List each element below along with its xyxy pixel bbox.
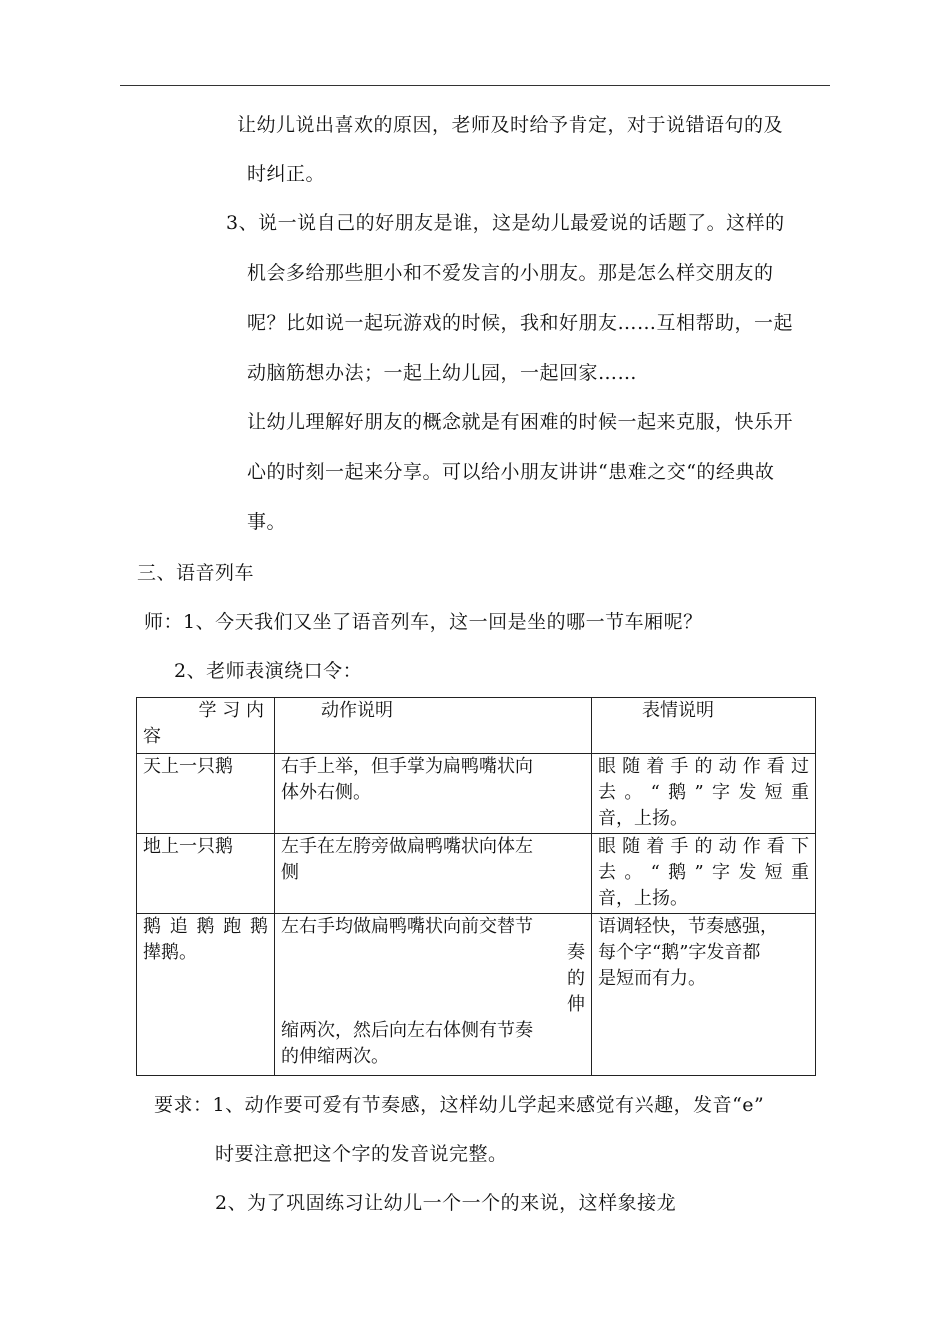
teacher-line: 师：1、今天我们又坐了语音列车，这一回是坐的哪一节车厢呢？ — [144, 611, 703, 633]
paragraph-line: 让幼儿理解好朋友的概念就是有困难的时候一起来克服，快乐开 — [247, 411, 794, 433]
cell-text: 每个字“鹅”字发音都 — [598, 942, 761, 963]
table-cell — [275, 834, 592, 914]
cell-text: 鹅 追 鹅 跑 鹅 — [143, 916, 268, 937]
cell-text: 撵鹅。 — [143, 942, 197, 963]
table-cell — [592, 834, 816, 914]
table-row — [137, 754, 816, 834]
requirement-line: 要求：1、动作要可爱有节奏感，这样幼儿学起来感觉有兴趣，发音“e” — [154, 1094, 765, 1116]
cell-text: 的 — [567, 968, 585, 989]
header-text: 表情说明 — [642, 700, 714, 721]
cell-text: 天上一只鹅 — [143, 756, 233, 777]
header-text: 容 — [143, 726, 161, 747]
cell-text: 缩两次，然后向左右体侧有节奏 — [281, 1020, 533, 1041]
cell-text: 是短而有力。 — [598, 968, 706, 989]
table-cell — [137, 754, 275, 834]
cell-text: 的伸缩两次。 — [281, 1046, 389, 1067]
cell-text: 地上一只鹅 — [143, 836, 233, 857]
cell-text: 伸 — [567, 994, 585, 1015]
table-cell — [137, 914, 275, 1076]
table-cell — [137, 834, 275, 914]
table-header-row — [137, 698, 816, 754]
cell-text: 语调轻快，节奏感强， — [598, 916, 778, 937]
header-text: 动作说明 — [321, 700, 393, 721]
table-header-cell — [275, 698, 592, 754]
paragraph-line: 3、说一说自己的好朋友是谁，这是幼儿最爱说的话题了。这样的 — [226, 212, 785, 234]
table-header-cell — [592, 698, 816, 754]
cell-text: 体外右侧。 — [281, 782, 371, 803]
paragraph-line: 让幼儿说出喜欢的原因，老师及时给予肯定，对于说错语句的及 — [237, 114, 784, 136]
paragraph-line: 时纠正。 — [247, 163, 326, 185]
cell-text: 去。“鹅”字发短重 — [598, 862, 809, 883]
teacher-line: 2、老师表演绕口令： — [174, 660, 363, 682]
cell-text: 眼随着手的动作看下 — [598, 836, 809, 857]
cell-text: 眼随着手的动作看过 — [598, 756, 809, 777]
table-row — [137, 834, 816, 914]
table-row — [137, 914, 816, 1076]
paragraph-line: 事。 — [247, 511, 287, 533]
cell-text: 左手在左胯旁做扁鸭嘴状向体左 — [281, 836, 533, 857]
header-text: 学 习 内 — [198, 700, 264, 721]
header-rule — [120, 85, 830, 86]
cell-text: 侧 — [281, 862, 299, 883]
table-cell — [275, 754, 592, 834]
cell-text: 奏 — [567, 942, 585, 963]
cell-text: 音，上扬。 — [598, 808, 688, 829]
tongue-twister-table — [136, 697, 816, 1076]
paragraph-line: 呢？比如说一起玩游戏的时候，我和好朋友……互相帮助，一起 — [247, 312, 794, 334]
table-header-cell — [137, 698, 275, 754]
paragraph-line: 机会多给那些胆小和不爱发言的小朋友。那是怎么样交朋友的 — [247, 262, 774, 284]
paragraph-line: 心的时刻一起来分享。可以给小朋友讲讲“患难之交“的经典故 — [247, 461, 775, 483]
cell-text: 去。“鹅”字发短重 — [598, 782, 809, 803]
section-heading: 三、语音列车 — [137, 562, 255, 584]
requirement-line: 2、为了巩固练习让幼儿一个一个的来说，这样象接龙 — [215, 1192, 677, 1214]
cell-text: 右手上举，但手掌为扁鸭嘴状向 — [281, 756, 533, 777]
table-cell — [275, 914, 592, 1076]
paragraph-line: 动脑筋想办法；一起上幼儿园，一起回家…… — [247, 362, 638, 384]
requirement-line: 时要注意把这个字的发音说完整。 — [215, 1143, 508, 1165]
table-cell — [592, 754, 816, 834]
cell-text: 左右手均做扁鸭嘴状向前交替节 — [281, 916, 533, 937]
cell-text: 音，上扬。 — [598, 888, 688, 909]
table-cell — [592, 914, 816, 1076]
